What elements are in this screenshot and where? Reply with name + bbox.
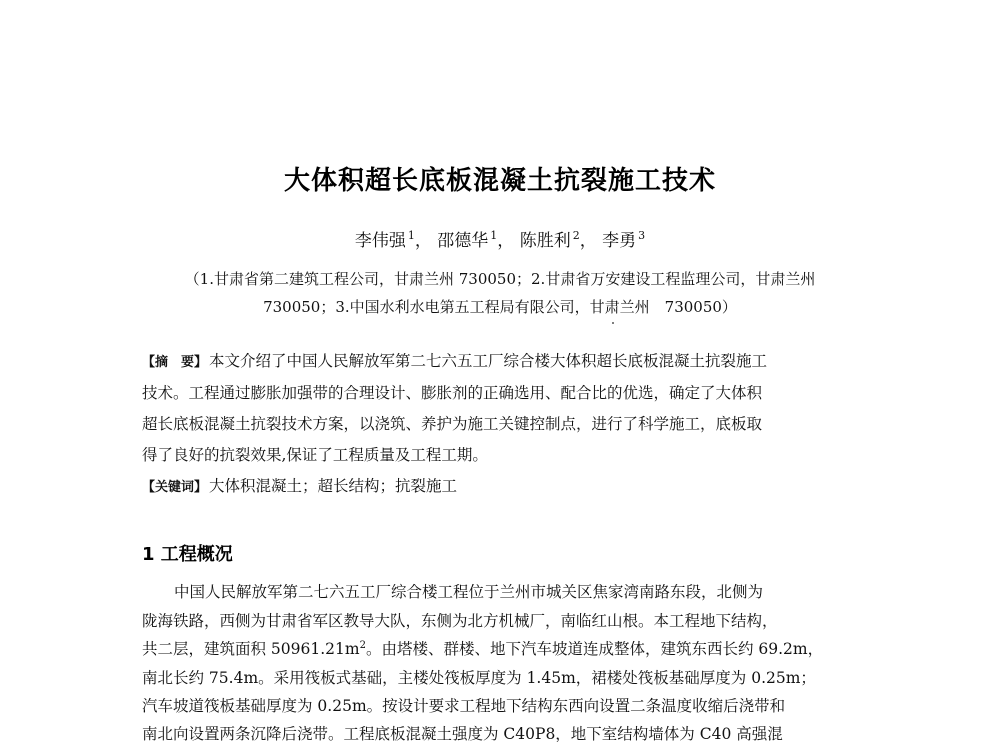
body-line: [142, 637, 862, 659]
affiliation-line: 730050；3.中国水利水电第五工程局有限公司，甘肃兰州 730050）: [263, 298, 737, 316]
keywords-text: 大体积混凝土；超长结构；抗裂施工: [209, 477, 458, 495]
body-text: 共二层，建筑面积 50961.21m: [142, 640, 360, 658]
author-affil-mark: 1: [490, 229, 498, 243]
body-text: 。由塔楼、群楼、地下汽车坡道连成整体，建筑东西长约 69.2m，: [365, 640, 824, 658]
body-line: 南北向设置两条沉降后浇带。工程底板混凝土强度为 C40P8，地下室结构墙体为 C40 高强混: [142, 725, 783, 742]
abstract-line: 得了良好的抗裂效果,保证了工程质量及工程工期。: [142, 446, 488, 464]
keywords-label: 【关键词】: [142, 480, 208, 495]
author-list: [0, 226, 1000, 251]
author-affil-mark: 3: [638, 229, 646, 243]
abstract-line: 技术。工程通过膨胀加强带的合理设计、膨胀剂的正确选用、配合比的优选，确定了大体积: [142, 384, 763, 402]
author-name: 陈胜利: [519, 231, 571, 251]
author-name: 李伟强: [354, 231, 406, 251]
section-heading: 1 工程概况: [142, 544, 233, 565]
superscript: 2: [359, 639, 366, 651]
author-affil-mark: 1: [407, 229, 415, 243]
affiliation-line: （1.甘肃省第二建筑工程公司，甘肃兰州 730050；2.甘肃省万安建设工程监理公司，甘肃兰州: [184, 270, 816, 288]
body-line: 中国人民解放军第二七六五工厂综合楼工程位于兰州市城关区焦家湾南路东段，北侧为: [174, 583, 764, 601]
paper-title: 大体积超长底板混凝土抗裂施工技术: [283, 166, 716, 196]
abstract-text: 本文介绍了中国人民解放军第二七六五工厂综合楼大体积超长底板混凝土抗裂施工: [209, 352, 768, 370]
body-line: 汽车坡道筏板基础厚度为 0.25m。按设计要求工程地下结构东西向设置二条温度收缩后浇带和: [142, 697, 786, 715]
scan-speck: [612, 322, 614, 324]
author-name: 李勇: [602, 231, 637, 251]
abstract-label: 【摘 要】: [142, 355, 208, 370]
author-separator: ，: [414, 231, 432, 251]
abstract-line: [142, 349, 862, 371]
body-line: 陇海铁路，西侧为甘肃省军区教导大队，东侧为北方机械厂，南临红山根。本工程地下结构，: [142, 612, 778, 630]
author-affil-mark: 2: [572, 229, 580, 243]
author-name: 邵德华: [437, 231, 489, 251]
keywords-line: [142, 474, 862, 496]
author-separator: ，: [497, 231, 515, 251]
author-separator: ，: [579, 231, 597, 251]
abstract-line: 超长底板混凝土抗裂技术方案，以浇筑、养护为施工关键控制点，进行了科学施工，底板取: [142, 415, 763, 433]
body-line: 南北长约 75.4m。采用筏板式基础，主楼处筏板厚度为 1.45m，裙楼处筏板基础厚度为 0.25m；: [142, 669, 816, 687]
